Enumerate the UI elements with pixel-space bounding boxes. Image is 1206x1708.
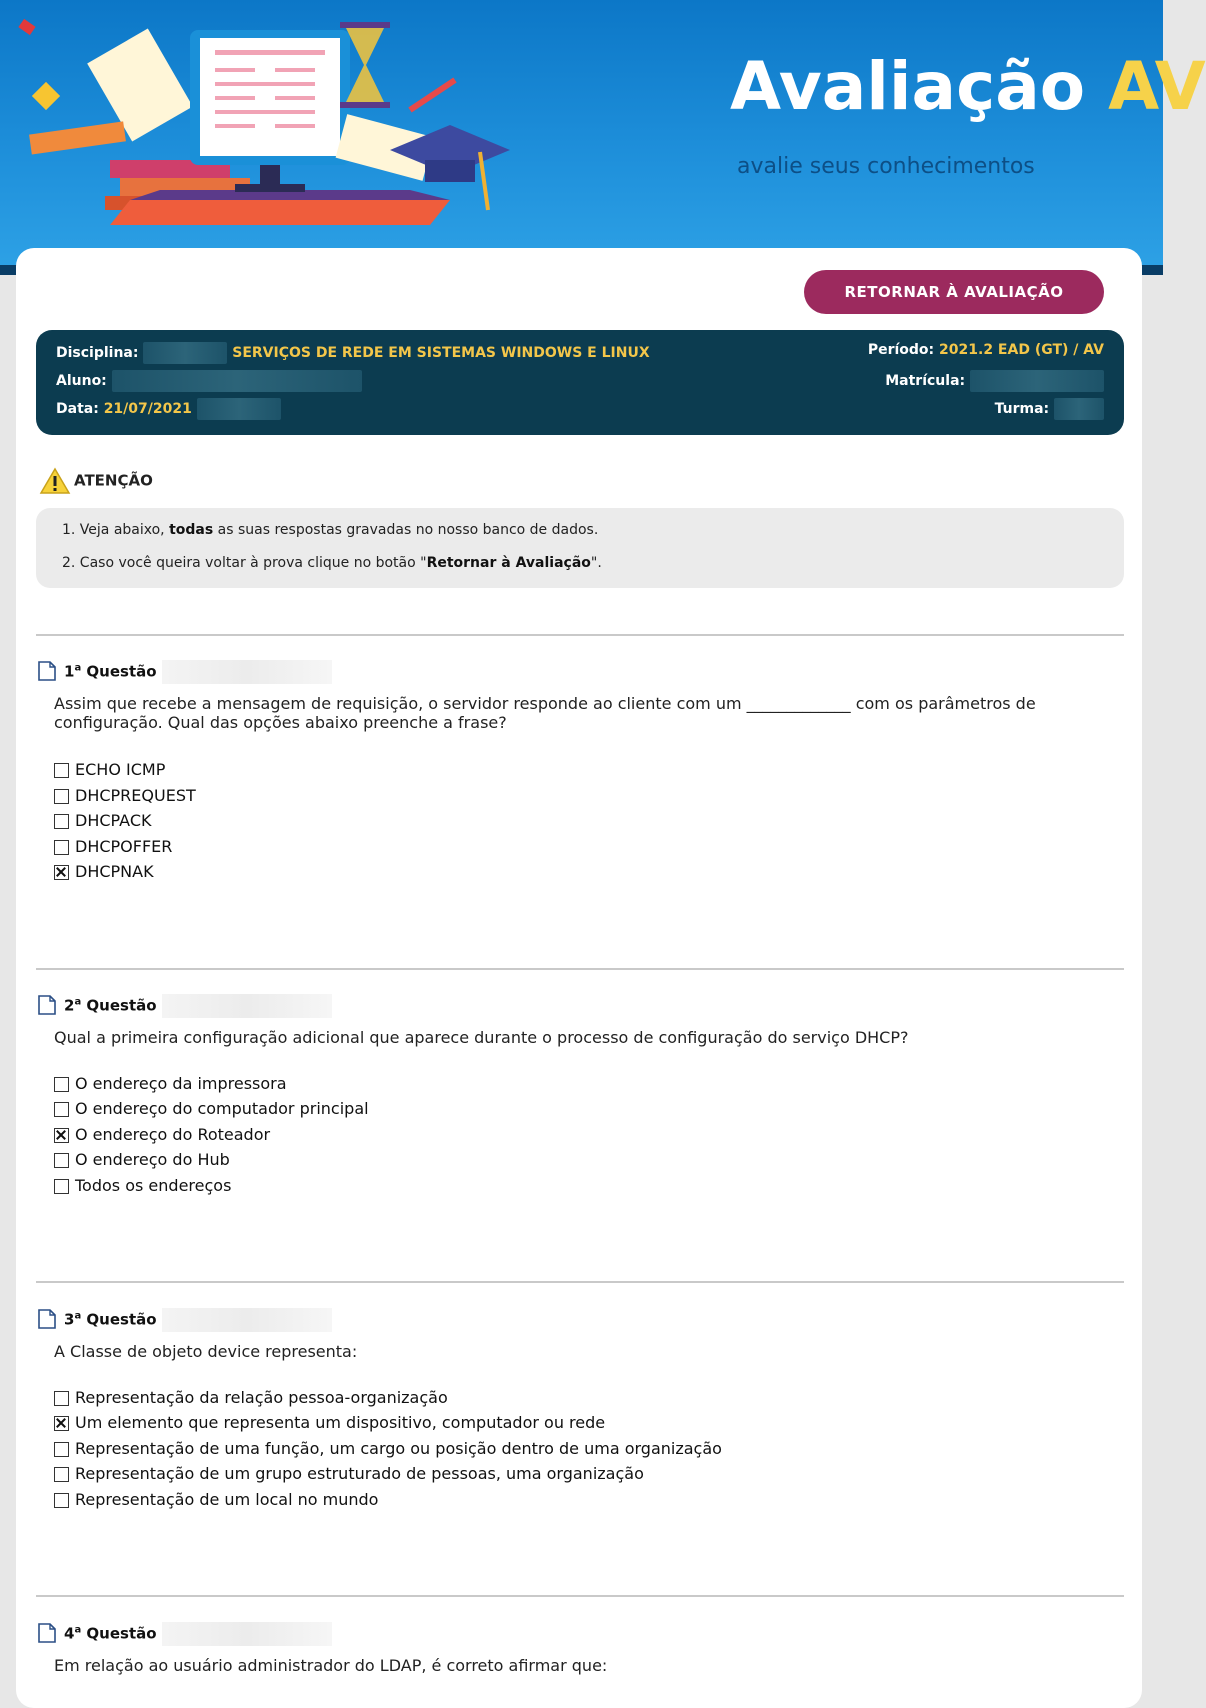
checkbox-unchecked[interactable] xyxy=(54,1102,69,1117)
note-1: 1. Veja abaixo, todas as suas respostas gravadas no nosso banco de dados. xyxy=(62,522,599,538)
option-1-c[interactable]: DHCPACK xyxy=(54,810,151,832)
question-header-1: 1$^a$ Questão xyxy=(38,660,332,684)
aluno-row xyxy=(56,370,362,392)
question-text-1: Assim que recebe a mensagem de requisição, o servidor responde ao cliente com um _____________ com os parâmetros de configuração. Qual das opções abaixo preenche a frase? xyxy=(54,694,1036,732)
matricula-label: Matrícula: xyxy=(885,373,966,389)
option-2-b[interactable]: O endereço do computador principal xyxy=(54,1098,369,1120)
question-header-4: 4$^a$ Questão xyxy=(38,1622,332,1646)
option-1-e[interactable]: DHCPNAK xyxy=(54,861,154,883)
periodo-label: Período: xyxy=(867,342,935,358)
option-2-c[interactable]: O endereço do Roteador xyxy=(54,1124,270,1146)
document-icon xyxy=(38,995,56,1015)
content-card xyxy=(16,248,1142,1708)
return-to-evaluation-button[interactable]: RETORNAR À AVALIAÇÃO xyxy=(804,270,1104,314)
data-row xyxy=(56,398,281,420)
redacted-time xyxy=(197,398,281,420)
redacted-field xyxy=(143,342,227,364)
checkbox-unchecked[interactable] xyxy=(54,1391,69,1406)
question-text-2: Qual a primeira configuração adicional que aparece durante o processo de configuração do serviço DHCP? xyxy=(54,1028,909,1047)
question-text-4: Em relação ao usuário administrador do LDAP, é correto afirmar que: xyxy=(54,1656,608,1675)
header-banner xyxy=(0,0,1206,275)
banner-subtitle: avalie seus conhecimentos xyxy=(737,154,1035,179)
question-separator xyxy=(36,968,1124,970)
redacted-student-name xyxy=(112,370,362,392)
redacted-question-code xyxy=(162,994,332,1018)
disciplina-row xyxy=(56,342,650,364)
checkbox-unchecked[interactable] xyxy=(54,763,69,778)
turma-label: Turma: xyxy=(994,401,1050,417)
data-value: 21/07/2021 xyxy=(103,401,192,417)
checkbox-unchecked[interactable] xyxy=(54,1077,69,1092)
study-illustration xyxy=(10,10,540,235)
banner-title: Avaliação AV xyxy=(730,48,1206,125)
document-icon xyxy=(38,1623,56,1643)
attention-heading xyxy=(40,467,153,495)
disciplina-value: SERVIÇOS DE REDE EM SISTEMAS WINDOWS E LINUX xyxy=(232,345,650,361)
data-label: Data: xyxy=(56,401,99,417)
question-header-3: 3$^a$ Questão xyxy=(38,1308,332,1332)
exam-info-panel xyxy=(36,330,1124,435)
checkbox-checked[interactable] xyxy=(54,1128,69,1143)
option-3-c[interactable]: Representação de uma função, um cargo ou posição dentro de uma organização xyxy=(54,1438,722,1460)
option-2-a[interactable]: O endereço da impressora xyxy=(54,1073,287,1095)
document-icon xyxy=(38,1309,56,1329)
question-separator xyxy=(36,634,1124,636)
option-1-d[interactable]: DHCPOFFER xyxy=(54,836,172,858)
checkbox-unchecked[interactable] xyxy=(54,1493,69,1508)
redacted-question-code xyxy=(162,1622,332,1646)
matricula-row xyxy=(885,370,1104,392)
checkbox-unchecked[interactable] xyxy=(54,1179,69,1194)
checkbox-unchecked[interactable] xyxy=(54,1467,69,1482)
checkbox-unchecked[interactable] xyxy=(54,789,69,804)
checkbox-checked[interactable] xyxy=(54,865,69,880)
warning-icon xyxy=(40,467,70,495)
option-1-a[interactable]: ECHO ICMP xyxy=(54,759,165,781)
attention-notes xyxy=(36,508,1124,588)
periodo-value: 2021.2 EAD (GT) / AV xyxy=(939,342,1104,358)
redacted-question-code xyxy=(162,660,332,684)
option-3-a[interactable]: Representação da relação pessoa-organização xyxy=(54,1387,448,1409)
question-text-3: A Classe de objeto device representa: xyxy=(54,1342,358,1361)
note-2: 2. Caso você queira voltar à prova clique no botão "Retornar à Avaliação". xyxy=(62,555,602,571)
question-separator xyxy=(36,1281,1124,1283)
checkbox-unchecked[interactable] xyxy=(54,1153,69,1168)
redacted-turma xyxy=(1054,398,1104,420)
disciplina-label: Disciplina: xyxy=(56,345,139,361)
checkbox-checked[interactable] xyxy=(54,1416,69,1431)
periodo-row xyxy=(868,342,1104,358)
option-3-d[interactable]: Representação de um grupo estruturado de pessoas, uma organização xyxy=(54,1463,644,1485)
checkbox-unchecked[interactable] xyxy=(54,1442,69,1457)
question-header-2: 2$^a$ Questão xyxy=(38,994,332,1018)
banner-title-accent: AV xyxy=(1108,48,1206,125)
option-3-b[interactable]: Um elemento que representa um dispositivo, computador ou rede xyxy=(54,1412,605,1434)
attention-title: ATENÇÃO xyxy=(74,471,153,490)
option-2-d[interactable]: O endereço do Hub xyxy=(54,1149,230,1171)
document-icon xyxy=(38,661,56,681)
aluno-label: Aluno: xyxy=(56,373,107,389)
checkbox-unchecked[interactable] xyxy=(54,814,69,829)
checkbox-unchecked[interactable] xyxy=(54,840,69,855)
redacted-matricula xyxy=(970,370,1104,392)
option-2-e[interactable]: Todos os endereços xyxy=(54,1175,231,1197)
option-1-b[interactable]: DHCPREQUEST xyxy=(54,785,196,807)
question-separator xyxy=(36,1595,1124,1597)
option-3-e[interactable]: Representação de um local no mundo xyxy=(54,1489,378,1511)
turma-row xyxy=(995,398,1104,420)
redacted-question-code xyxy=(162,1308,332,1332)
